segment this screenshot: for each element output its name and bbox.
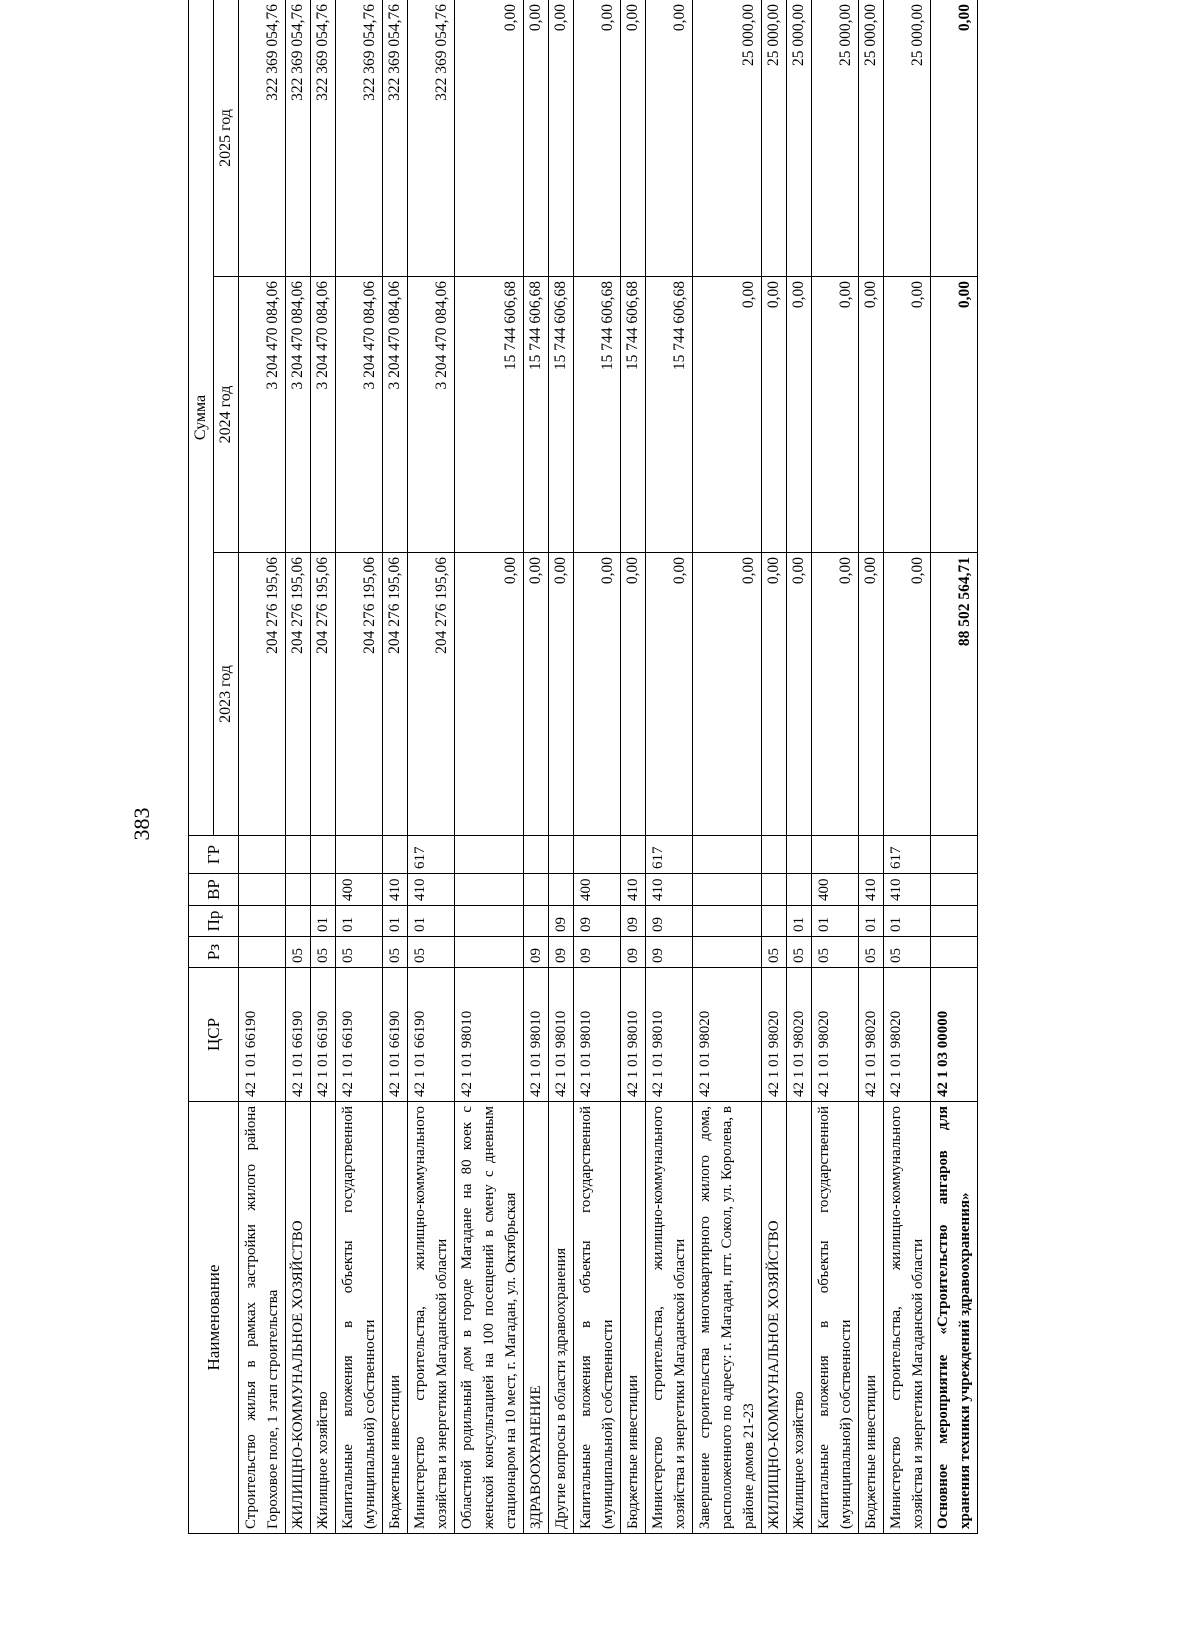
cell-name: Капитальные вложения в объекты государственной (муниципальной) собственности [812, 1102, 859, 1534]
cell-rz: 05 [311, 937, 336, 968]
budget-table [188, 0, 978, 1534]
table-row [693, 0, 762, 1534]
cell-gr [812, 836, 859, 874]
table-row [762, 0, 787, 1534]
cell-2025: 25 000,00 [787, 0, 812, 277]
cell-2025: 0,00 [646, 0, 693, 277]
cell-2024: 0,00 [762, 277, 787, 553]
cell-vr: 400 [812, 874, 859, 906]
cell-2023: 88 502 564,71 [931, 553, 978, 836]
cell-rz: 05 [884, 937, 931, 968]
cell-2023: 204 276 195,06 [408, 553, 455, 836]
cell-vr: 400 [574, 874, 621, 906]
cell-vr [762, 874, 787, 906]
cell-2024: 0,00 [931, 277, 978, 553]
table-row [859, 0, 884, 1534]
cell-gr [549, 836, 574, 874]
cell-pr: 01 [884, 906, 931, 937]
cell-vr [931, 874, 978, 906]
cell-rz: 05 [762, 937, 787, 968]
cell-2024: 15 744 606,68 [455, 277, 524, 553]
cell-gr [455, 836, 524, 874]
cell-2024: 3 204 470 084,06 [239, 277, 286, 553]
cell-csr: 42 1 01 66190 [336, 968, 383, 1102]
cell-2025: 25 000,00 [812, 0, 859, 277]
cell-2024: 15 744 606,68 [621, 277, 646, 553]
table-row [812, 0, 859, 1534]
cell-2023: 0,00 [574, 553, 621, 836]
cell-csr: 42 1 01 98010 [646, 968, 693, 1102]
cell-2024: 0,00 [787, 277, 812, 553]
cell-name: Бюджетные инвестиции [383, 1102, 408, 1534]
cell-2025: 0,00 [621, 0, 646, 277]
cell-rz: 05 [408, 937, 455, 968]
cell-2023: 0,00 [812, 553, 859, 836]
cell-2024: 15 744 606,68 [646, 277, 693, 553]
table-row [286, 0, 311, 1534]
cell-2024: 3 204 470 084,06 [311, 277, 336, 553]
cell-pr [931, 906, 978, 937]
cell-2023: 0,00 [549, 553, 574, 836]
table-row [646, 0, 693, 1534]
cell-rz: 05 [336, 937, 383, 968]
cell-vr [787, 874, 812, 906]
cell-name: ЗДРАВООХРАНЕНИЕ [524, 1102, 549, 1534]
cell-csr: 42 1 03 00000 [931, 968, 978, 1102]
table-row [383, 0, 408, 1534]
cell-2025: 322 369 054,76 [286, 0, 311, 277]
cell-2025: 25 000,00 [693, 0, 762, 277]
cell-gr [311, 836, 336, 874]
header-name: Наименование [189, 1102, 239, 1534]
cell-2023: 0,00 [524, 553, 549, 836]
table-row [621, 0, 646, 1534]
cell-name: ЖИЛИЩНО-КОММУНАЛЬНОЕ ХОЗЯЙСТВО [286, 1102, 311, 1534]
cell-name: Строительство жилья в рамках застройки жилого района Гороховое поле, 1 этап строительства [239, 1102, 286, 1534]
cell-2024: 15 744 606,68 [549, 277, 574, 553]
cell-2023: 0,00 [787, 553, 812, 836]
cell-2024: 3 204 470 084,06 [383, 277, 408, 553]
cell-rz [931, 937, 978, 968]
cell-2025: 25 000,00 [762, 0, 787, 277]
cell-2025: 25 000,00 [859, 0, 884, 277]
cell-csr: 42 1 01 66190 [239, 968, 286, 1102]
cell-name: Основное мероприятие «Строительство ангаров для хранения техники учреждений здравоохранения» [931, 1102, 978, 1534]
cell-vr [524, 874, 549, 906]
table-row [524, 0, 549, 1534]
table-row [574, 0, 621, 1534]
cell-csr: 42 1 01 98010 [549, 968, 574, 1102]
cell-pr [239, 906, 286, 937]
cell-2023: 204 276 195,06 [239, 553, 286, 836]
cell-gr [693, 836, 762, 874]
cell-2025: 322 369 054,76 [311, 0, 336, 277]
table-row [336, 0, 383, 1534]
cell-name: Бюджетные инвестиции [621, 1102, 646, 1534]
cell-csr: 42 1 01 98020 [762, 968, 787, 1102]
table-row [787, 0, 812, 1534]
cell-2025: 0,00 [455, 0, 524, 277]
cell-pr: 01 [812, 906, 859, 937]
header-2023: 2023 год [214, 553, 239, 836]
cell-rz [455, 937, 524, 968]
cell-name: Жилищное хозяйство [787, 1102, 812, 1534]
cell-pr: 01 [383, 906, 408, 937]
cell-2025: 322 369 054,76 [336, 0, 383, 277]
header-gr: ГР [189, 836, 239, 874]
cell-gr [336, 836, 383, 874]
cell-2023: 204 276 195,06 [286, 553, 311, 836]
cell-vr: 410 [621, 874, 646, 906]
cell-2024: 15 744 606,68 [524, 277, 549, 553]
cell-gr [286, 836, 311, 874]
cell-2023: 0,00 [621, 553, 646, 836]
header-row-top [189, 0, 214, 1534]
cell-2023: 204 276 195,06 [311, 553, 336, 836]
cell-rz: 09 [646, 937, 693, 968]
cell-gr [574, 836, 621, 874]
cell-2024: 0,00 [812, 277, 859, 553]
cell-name: Министерство строительства, жилищно-коммунального хозяйства и энергетики Магаданской области [646, 1102, 693, 1534]
cell-pr: 01 [859, 906, 884, 937]
cell-rz: 05 [787, 937, 812, 968]
cell-vr: 410 [884, 874, 931, 906]
table-row [931, 0, 978, 1534]
cell-pr: 09 [574, 906, 621, 937]
cell-gr [383, 836, 408, 874]
cell-vr [455, 874, 524, 906]
cell-csr: 42 1 01 66190 [311, 968, 336, 1102]
cell-gr [621, 836, 646, 874]
cell-name: Министерство строительства, жилищно-коммунального хозяйства и энергетики Магаданской области [408, 1102, 455, 1534]
cell-csr: 42 1 01 98010 [574, 968, 621, 1102]
cell-2024: 15 744 606,68 [574, 277, 621, 553]
cell-name: ЖИЛИЩНО-КОММУНАЛЬНОЕ ХОЗЯЙСТВО [762, 1102, 787, 1534]
cell-csr: 42 1 01 66190 [408, 968, 455, 1102]
cell-rz: 05 [383, 937, 408, 968]
cell-csr: 42 1 01 98020 [787, 968, 812, 1102]
page-number: 383 [129, 807, 154, 841]
cell-pr: 01 [787, 906, 812, 937]
cell-2025: 25 000,00 [884, 0, 931, 277]
cell-gr [787, 836, 812, 874]
cell-pr: 09 [621, 906, 646, 937]
table-row [311, 0, 336, 1534]
cell-vr: 410 [859, 874, 884, 906]
cell-rz: 05 [812, 937, 859, 968]
table-row [884, 0, 931, 1534]
cell-rz: 09 [574, 937, 621, 968]
cell-gr [524, 836, 549, 874]
cell-vr [549, 874, 574, 906]
cell-rz [693, 937, 762, 968]
cell-2023: 0,00 [884, 553, 931, 836]
cell-2024: 3 204 470 084,06 [336, 277, 383, 553]
cell-vr: 400 [336, 874, 383, 906]
cell-rz: 09 [549, 937, 574, 968]
header-sum: Сумма [189, 0, 214, 836]
cell-vr: 410 [646, 874, 693, 906]
cell-2023: 0,00 [859, 553, 884, 836]
cell-pr: 01 [311, 906, 336, 937]
cell-pr: 01 [336, 906, 383, 937]
cell-rz: 09 [621, 937, 646, 968]
cell-pr: 09 [646, 906, 693, 937]
table-row [239, 0, 286, 1534]
cell-gr [931, 836, 978, 874]
header-csr: ЦСР [189, 968, 239, 1102]
cell-csr: 42 1 01 66190 [286, 968, 311, 1102]
cell-name: Завершение строительства многоквартирного жилого дома, расположенного по адресу: г. Магадан, пгт. Сокол, ул. Королева, в районе домов 21-23 [693, 1102, 762, 1534]
cell-rz: 05 [286, 937, 311, 968]
cell-2025: 0,00 [549, 0, 574, 277]
header-rz: Рз [189, 937, 239, 968]
cell-2025: 322 369 054,76 [383, 0, 408, 277]
cell-rz: 05 [859, 937, 884, 968]
cell-2024: 0,00 [884, 277, 931, 553]
header-2024: 2024 год [214, 277, 239, 553]
cell-2025: 322 369 054,76 [408, 0, 455, 277]
cell-pr: 09 [549, 906, 574, 937]
cell-2025: 0,00 [574, 0, 621, 277]
table-body [239, 0, 978, 1534]
cell-pr [693, 906, 762, 937]
cell-name: Бюджетные инвестиции [859, 1102, 884, 1534]
cell-2024: 3 204 470 084,06 [286, 277, 311, 553]
cell-2023: 0,00 [455, 553, 524, 836]
cell-gr: 617 [646, 836, 693, 874]
cell-pr [455, 906, 524, 937]
rotated-table-container [188, 0, 983, 1534]
cell-csr: 42 1 01 98010 [524, 968, 549, 1102]
header-2025: 2025 год [214, 0, 239, 277]
cell-csr: 42 1 01 98020 [859, 968, 884, 1102]
cell-name: Министерство строительства, жилищно-коммунального хозяйства и энергетики Магаданской области [884, 1102, 931, 1534]
cell-name: Жилищное хозяйство [311, 1102, 336, 1534]
cell-pr [286, 906, 311, 937]
cell-name: Другие вопросы в области здравоохранения [549, 1102, 574, 1534]
cell-2023: 0,00 [646, 553, 693, 836]
cell-pr: 01 [408, 906, 455, 937]
cell-gr: 617 [408, 836, 455, 874]
cell-2024: 0,00 [693, 277, 762, 553]
cell-csr: 42 1 01 98020 [812, 968, 859, 1102]
cell-csr: 42 1 01 98020 [884, 968, 931, 1102]
header-vr: ВР [189, 874, 239, 906]
cell-vr: 410 [383, 874, 408, 906]
cell-rz: 09 [524, 937, 549, 968]
cell-gr: 617 [884, 836, 931, 874]
table-row [408, 0, 455, 1534]
cell-name: Капитальные вложения в объекты государственной (муниципальной) собственности [336, 1102, 383, 1534]
cell-csr: 42 1 01 98010 [621, 968, 646, 1102]
cell-csr: 42 1 01 98020 [693, 968, 762, 1102]
cell-2024: 0,00 [859, 277, 884, 553]
cell-2025: 0,00 [524, 0, 549, 277]
cell-rz [239, 937, 286, 968]
cell-2025: 322 369 054,76 [239, 0, 286, 277]
cell-2025: 0,00 [931, 0, 978, 277]
cell-name: Областной родильный дом в городе Магадане на 80 коек с женской консультацией на 100 посещений в смену с дневным стационаром на 10 мест, г. Магадан, ул. Октябрьская [455, 1102, 524, 1534]
cell-gr [762, 836, 787, 874]
cell-2023: 0,00 [762, 553, 787, 836]
header-pr: Пр [189, 906, 239, 937]
cell-vr [311, 874, 336, 906]
cell-gr [239, 836, 286, 874]
cell-2023: 0,00 [693, 553, 762, 836]
cell-gr [859, 836, 884, 874]
cell-pr [762, 906, 787, 937]
cell-2023: 204 276 195,06 [336, 553, 383, 836]
cell-vr [286, 874, 311, 906]
cell-csr: 42 1 01 66190 [383, 968, 408, 1102]
table-row [549, 0, 574, 1534]
cell-vr [693, 874, 762, 906]
cell-2024: 3 204 470 084,06 [408, 277, 455, 553]
cell-2023: 204 276 195,06 [383, 553, 408, 836]
cell-vr: 410 [408, 874, 455, 906]
cell-pr [524, 906, 549, 937]
cell-csr: 42 1 01 98010 [455, 968, 524, 1102]
table-row [455, 0, 524, 1534]
cell-vr [239, 874, 286, 906]
cell-name: Капитальные вложения в объекты государственной (муниципальной) собственности [574, 1102, 621, 1534]
